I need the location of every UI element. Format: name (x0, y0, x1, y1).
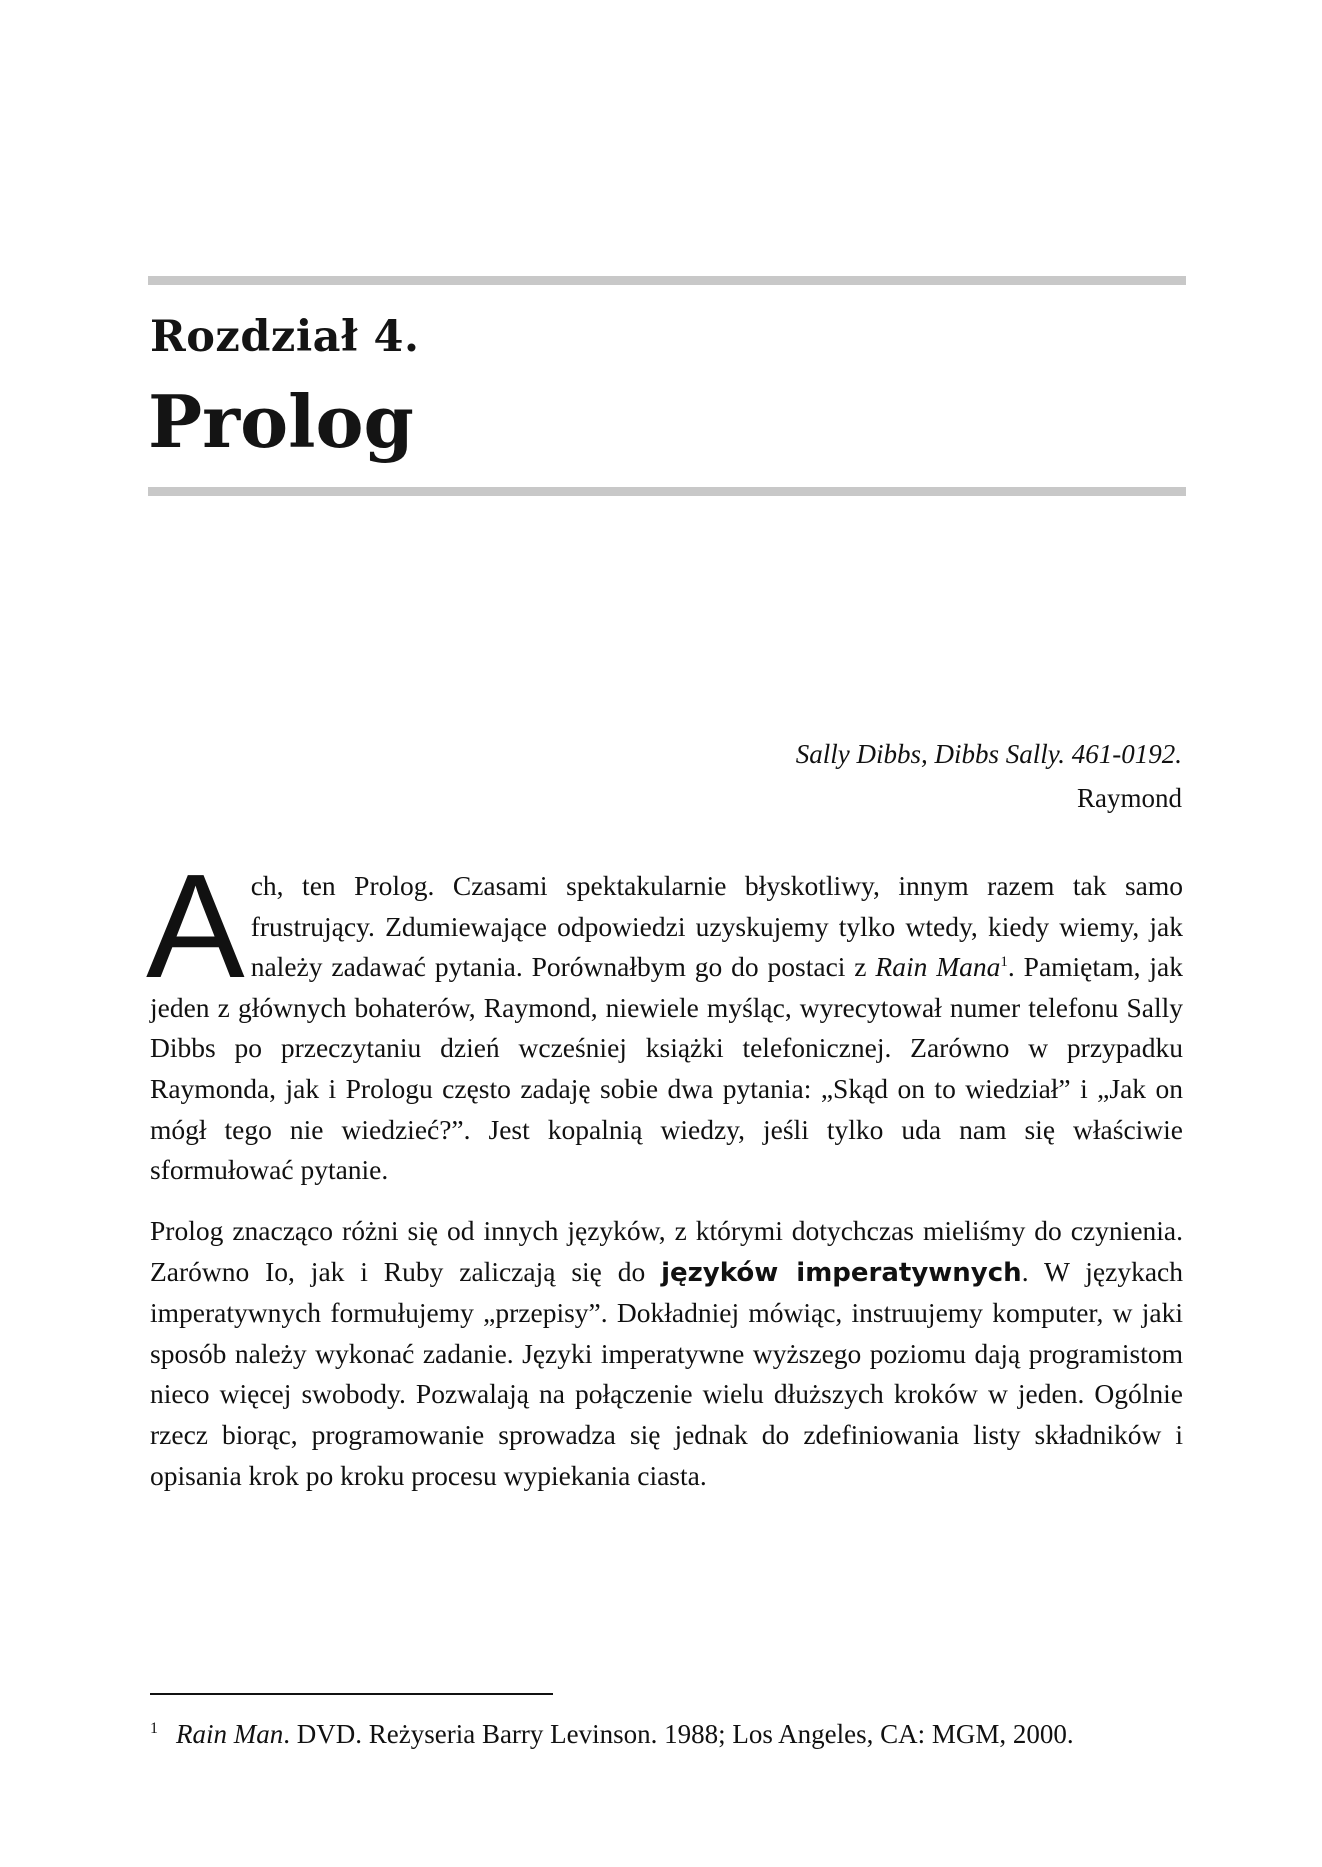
chapter-title: Prolog (148, 379, 414, 464)
body-paragraph-2 (150, 1211, 1183, 1496)
film-title-italic: Rain Mana (875, 951, 1001, 983)
footnote-reference[interactable]: 1 (1000, 954, 1008, 971)
paragraph-2-text-start: Prolog znacząco różni się od innych języków, z którymi dotychczas mieliśmy do czynienia. Zarówno Io, jak i Ruby zaliczają się do (150, 1215, 1183, 1287)
chapter-header-bottom-rule (148, 487, 1186, 496)
chapter-label: Rozdział 4. (150, 312, 420, 362)
drop-cap-letter: A (146, 844, 245, 1009)
epigraph-attribution: Raymond (1077, 783, 1182, 813)
bold-term: języków imperatywnych (661, 1257, 1022, 1288)
chapter-header-top-rule (148, 276, 1186, 285)
footnote-text: . DVD. Reżyseria Barry Levinson. 1988; Los Angeles, CA: MGM, 2000. (283, 1719, 1074, 1749)
paragraph-1-text-start: ch, ten Prolog. Czasami spektakularnie błyskotliwy, innym razem tak samo frustrujący. Zdumiewające odpowiedzi uzyskujemy tylko wtedy, kiedy wiemy, jak należy zadawać pytania. Porównałbym go do postaci z (250, 870, 1183, 983)
paragraph-2-text-end: . W językach imperatywnych formułujemy „przepisy”. Dokładniej mówiąc, instruujemy komputer, w jaki sposób należy wykonać zadanie. Języki imperatywne wyższego poziomu dają programistom nieco więcej swobody. Pozwalają na połączenie wielu dłuższych kroków w jeden. Ogólnie rzecz biorąc, programowanie sprowadza się jednak do zdefiniowania listy składników i opisania krok po kroku procesu wypiekania ciasta. (150, 1255, 1183, 1491)
epigraph-quote: Sally Dibbs, Dibbs Sally. 461-0192. (795, 739, 1182, 769)
footnote-title-italic: Rain Man (176, 1719, 284, 1749)
paragraph-1-text-end: . Pamiętam, jak jeden z głównych bohaterów, Raymond, niewiele myśląc, wyrecytował numer telefonu Sally Dibbs po przeczytaniu dzień wcześniej książki telefonicznej. Zarówno w przypadku Raymonda, jak i Prologu często zadaję sobie dwa pytania: „Skąd on to wiedział” i „Jak on mógł tego nie wiedzieć?”. Jest kopalnią wiedzy, jeśli tylko uda nam się właściwie sformułować pytanie. (150, 951, 1183, 1186)
footnote-separator (150, 1693, 553, 1695)
epigraph (796, 732, 1182, 820)
footnote (150, 1714, 1074, 1754)
body-paragraph-1 (146, 844, 1183, 1191)
footnote-number: 1 (150, 1720, 158, 1737)
